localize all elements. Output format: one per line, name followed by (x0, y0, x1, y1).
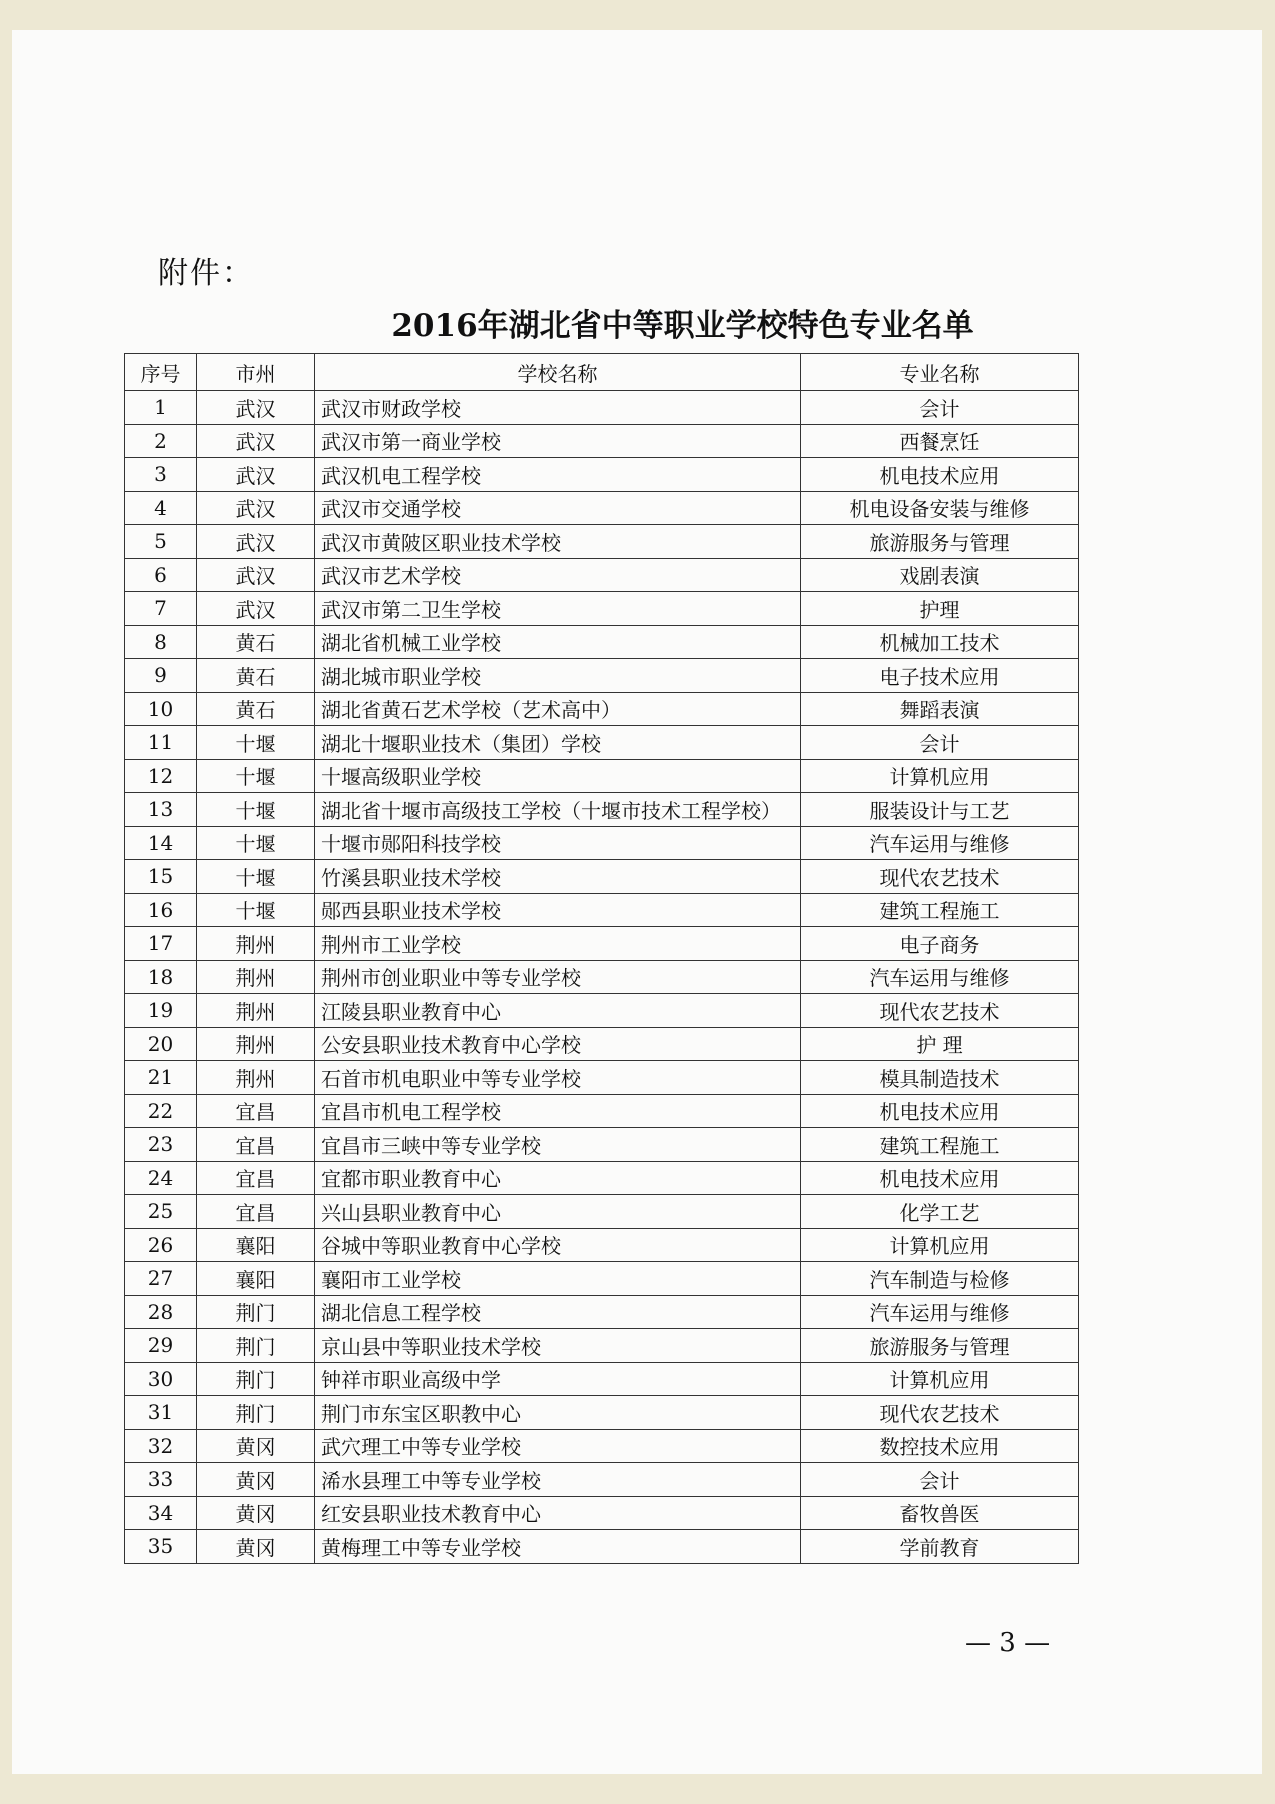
table-row (125, 1362, 1079, 1396)
header-serial-number: 序号 (125, 354, 197, 391)
serial-number-cell: 12 (125, 759, 197, 793)
serial-number-cell: 20 (125, 1027, 197, 1061)
city-cell: 武汉 (197, 491, 315, 525)
school-name-cell: 黄梅理工中等专业学校 (315, 1530, 801, 1564)
header-city: 市州 (197, 354, 315, 391)
school-name-cell: 武汉市财政学校 (315, 391, 801, 425)
school-name-cell: 兴山县职业教育中心 (315, 1195, 801, 1229)
school-name-cell: 湖北省十堰市高级技工学校（十堰市技术工程学校） (315, 793, 801, 827)
major-name-cell: 会计 (801, 1463, 1079, 1497)
major-name-cell: 机械加工技术 (801, 625, 1079, 659)
school-name-cell: 十堰市郧阳科技学校 (315, 826, 801, 860)
serial-number-cell: 24 (125, 1161, 197, 1195)
table-row (125, 659, 1079, 693)
serial-number-cell: 18 (125, 960, 197, 994)
major-name-cell: 电子技术应用 (801, 659, 1079, 693)
school-name-cell: 宜都市职业教育中心 (315, 1161, 801, 1195)
city-cell: 荆州 (197, 1061, 315, 1095)
city-cell: 十堰 (197, 759, 315, 793)
school-name-cell: 宜昌市机电工程学校 (315, 1094, 801, 1128)
serial-number-cell: 35 (125, 1530, 197, 1564)
serial-number-cell: 8 (125, 625, 197, 659)
table-row (125, 893, 1079, 927)
serial-number-cell: 32 (125, 1429, 197, 1463)
attachment-label: 附件： (158, 256, 254, 291)
city-cell: 黄冈 (197, 1463, 315, 1497)
table-row (125, 558, 1079, 592)
document-title: 2016年湖北省中等职业学校特色专业名单 (391, 308, 974, 344)
table-row (125, 1195, 1079, 1229)
school-name-cell: 湖北城市职业学校 (315, 659, 801, 693)
serial-number-cell: 30 (125, 1362, 197, 1396)
table-row (125, 1463, 1079, 1497)
table-row (125, 1161, 1079, 1195)
school-name-cell: 竹溪县职业技术学校 (315, 860, 801, 894)
city-cell: 荆州 (197, 994, 315, 1028)
table-body (125, 391, 1079, 1564)
table-row (125, 1295, 1079, 1329)
serial-number-cell: 28 (125, 1295, 197, 1329)
school-name-cell: 荆州市工业学校 (315, 927, 801, 961)
major-name-cell: 机电技术应用 (801, 1161, 1079, 1195)
school-name-cell: 湖北省黄石艺术学校（艺术高中） (315, 692, 801, 726)
serial-number-cell: 31 (125, 1396, 197, 1430)
school-name-cell: 浠水县理工中等专业学校 (315, 1463, 801, 1497)
city-cell: 襄阳 (197, 1228, 315, 1262)
serial-number-cell: 6 (125, 558, 197, 592)
serial-number-cell: 11 (125, 726, 197, 760)
school-name-cell: 钟祥市职业高级中学 (315, 1362, 801, 1396)
city-cell: 荆门 (197, 1295, 315, 1329)
city-cell: 宜昌 (197, 1094, 315, 1128)
major-name-cell: 机电设备安装与维修 (801, 491, 1079, 525)
serial-number-cell: 10 (125, 692, 197, 726)
major-name-cell: 机电技术应用 (801, 1094, 1079, 1128)
city-cell: 武汉 (197, 391, 315, 425)
city-cell: 荆州 (197, 1027, 315, 1061)
table-row (125, 1094, 1079, 1128)
serial-number-cell: 16 (125, 893, 197, 927)
table-row (125, 491, 1079, 525)
major-name-cell: 化学工艺 (801, 1195, 1079, 1229)
school-name-cell: 京山县中等职业技术学校 (315, 1329, 801, 1363)
table-row (125, 1429, 1079, 1463)
table-row (125, 927, 1079, 961)
serial-number-cell: 7 (125, 592, 197, 626)
table-row (125, 1228, 1079, 1262)
school-name-cell: 湖北省机械工业学校 (315, 625, 801, 659)
table-row (125, 960, 1079, 994)
table-row (125, 726, 1079, 760)
city-cell: 十堰 (197, 893, 315, 927)
serial-number-cell: 26 (125, 1228, 197, 1262)
city-cell: 黄石 (197, 625, 315, 659)
school-name-cell: 荆州市创业职业中等专业学校 (315, 960, 801, 994)
major-name-cell: 模具制造技术 (801, 1061, 1079, 1095)
city-cell: 黄冈 (197, 1530, 315, 1564)
serial-number-cell: 3 (125, 458, 197, 492)
school-name-cell: 武汉市黄陂区职业技术学校 (315, 525, 801, 559)
serial-number-cell: 23 (125, 1128, 197, 1162)
serial-number-cell: 19 (125, 994, 197, 1028)
major-name-cell: 戏剧表演 (801, 558, 1079, 592)
major-name-cell: 现代农艺技术 (801, 860, 1079, 894)
table-row (125, 592, 1079, 626)
serial-number-cell: 21 (125, 1061, 197, 1095)
school-name-cell: 荆门市东宝区职教中心 (315, 1396, 801, 1430)
major-name-cell: 学前教育 (801, 1530, 1079, 1564)
major-name-cell: 汽车运用与维修 (801, 826, 1079, 860)
serial-number-cell: 13 (125, 793, 197, 827)
table-row (125, 1262, 1079, 1296)
table-row (125, 1128, 1079, 1162)
city-cell: 荆门 (197, 1329, 315, 1363)
school-name-cell: 武汉市第一商业学校 (315, 424, 801, 458)
major-name-cell: 汽车运用与维修 (801, 1295, 1079, 1329)
header-major-name: 专业名称 (801, 354, 1079, 391)
city-cell: 荆门 (197, 1362, 315, 1396)
major-name-cell: 汽车制造与检修 (801, 1262, 1079, 1296)
city-cell: 武汉 (197, 525, 315, 559)
header-school-name: 学校名称 (315, 354, 801, 391)
major-name-cell: 现代农艺技术 (801, 994, 1079, 1028)
city-cell: 黄石 (197, 692, 315, 726)
table-row (125, 525, 1079, 559)
table-row (125, 692, 1079, 726)
table-row (125, 391, 1079, 425)
serial-number-cell: 34 (125, 1496, 197, 1530)
table-row (125, 1027, 1079, 1061)
major-name-cell: 西餐烹饪 (801, 424, 1079, 458)
city-cell: 武汉 (197, 592, 315, 626)
major-name-cell: 建筑工程施工 (801, 893, 1079, 927)
major-name-cell: 旅游服务与管理 (801, 1329, 1079, 1363)
major-name-cell: 会计 (801, 726, 1079, 760)
city-cell: 武汉 (197, 424, 315, 458)
city-cell: 黄冈 (197, 1496, 315, 1530)
major-name-cell: 舞蹈表演 (801, 692, 1079, 726)
major-name-cell: 汽车运用与维修 (801, 960, 1079, 994)
serial-number-cell: 27 (125, 1262, 197, 1296)
major-name-cell: 计算机应用 (801, 1362, 1079, 1396)
table-row (125, 625, 1079, 659)
serial-number-cell: 14 (125, 826, 197, 860)
city-cell: 荆门 (197, 1396, 315, 1430)
major-name-cell: 旅游服务与管理 (801, 525, 1079, 559)
serial-number-cell: 22 (125, 1094, 197, 1128)
major-name-cell: 护理 (801, 592, 1079, 626)
school-name-cell: 宜昌市三峡中等专业学校 (315, 1128, 801, 1162)
city-cell: 襄阳 (197, 1262, 315, 1296)
city-cell: 武汉 (197, 458, 315, 492)
city-cell: 宜昌 (197, 1195, 315, 1229)
school-name-cell: 十堰高级职业学校 (315, 759, 801, 793)
serial-number-cell: 29 (125, 1329, 197, 1363)
table-header-row (125, 354, 1079, 391)
major-name-cell: 数控技术应用 (801, 1429, 1079, 1463)
table-row (125, 1496, 1079, 1530)
serial-number-cell: 9 (125, 659, 197, 693)
city-cell: 宜昌 (197, 1161, 315, 1195)
table-row (125, 424, 1079, 458)
school-name-cell: 公安县职业技术教育中心学校 (315, 1027, 801, 1061)
table-row (125, 458, 1079, 492)
school-name-cell: 湖北十堰职业技术（集团）学校 (315, 726, 801, 760)
serial-number-cell: 5 (125, 525, 197, 559)
school-name-cell: 郧西县职业技术学校 (315, 893, 801, 927)
city-cell: 十堰 (197, 860, 315, 894)
table-row (125, 1530, 1079, 1564)
table-row (125, 1329, 1079, 1363)
serial-number-cell: 17 (125, 927, 197, 961)
school-name-cell: 武汉市艺术学校 (315, 558, 801, 592)
major-name-cell: 电子商务 (801, 927, 1079, 961)
city-cell: 黄冈 (197, 1429, 315, 1463)
serial-number-cell: 4 (125, 491, 197, 525)
school-name-cell: 武穴理工中等专业学校 (315, 1429, 801, 1463)
city-cell: 宜昌 (197, 1128, 315, 1162)
school-name-cell: 武汉市交通学校 (315, 491, 801, 525)
table-row (125, 759, 1079, 793)
page-number: — 3 — (965, 1628, 1051, 1658)
school-name-cell: 谷城中等职业教育中心学校 (315, 1228, 801, 1262)
major-name-cell: 畜牧兽医 (801, 1496, 1079, 1530)
serial-number-cell: 1 (125, 391, 197, 425)
school-name-cell: 红安县职业技术教育中心 (315, 1496, 801, 1530)
serial-number-cell: 15 (125, 860, 197, 894)
table-row (125, 860, 1079, 894)
major-name-cell: 护 理 (801, 1027, 1079, 1061)
table-row (125, 1396, 1079, 1430)
school-name-cell: 武汉机电工程学校 (315, 458, 801, 492)
major-name-cell: 会计 (801, 391, 1079, 425)
city-cell: 武汉 (197, 558, 315, 592)
major-name-cell: 计算机应用 (801, 759, 1079, 793)
school-name-cell: 江陵县职业教育中心 (315, 994, 801, 1028)
table-row (125, 826, 1079, 860)
serial-number-cell: 2 (125, 424, 197, 458)
school-name-cell: 武汉市第二卫生学校 (315, 592, 801, 626)
table-row (125, 793, 1079, 827)
school-name-cell: 石首市机电职业中等专业学校 (315, 1061, 801, 1095)
serial-number-cell: 25 (125, 1195, 197, 1229)
serial-number-cell: 33 (125, 1463, 197, 1497)
major-name-cell: 服装设计与工艺 (801, 793, 1079, 827)
school-list-table (124, 353, 1079, 1564)
city-cell: 十堰 (197, 826, 315, 860)
city-cell: 十堰 (197, 793, 315, 827)
table-row (125, 1061, 1079, 1095)
table-row (125, 994, 1079, 1028)
major-name-cell: 现代农艺技术 (801, 1396, 1079, 1430)
city-cell: 荆州 (197, 927, 315, 961)
major-name-cell: 计算机应用 (801, 1228, 1079, 1262)
city-cell: 黄石 (197, 659, 315, 693)
school-name-cell: 湖北信息工程学校 (315, 1295, 801, 1329)
school-name-cell: 襄阳市工业学校 (315, 1262, 801, 1296)
major-name-cell: 机电技术应用 (801, 458, 1079, 492)
major-name-cell: 建筑工程施工 (801, 1128, 1079, 1162)
city-cell: 十堰 (197, 726, 315, 760)
city-cell: 荆州 (197, 960, 315, 994)
